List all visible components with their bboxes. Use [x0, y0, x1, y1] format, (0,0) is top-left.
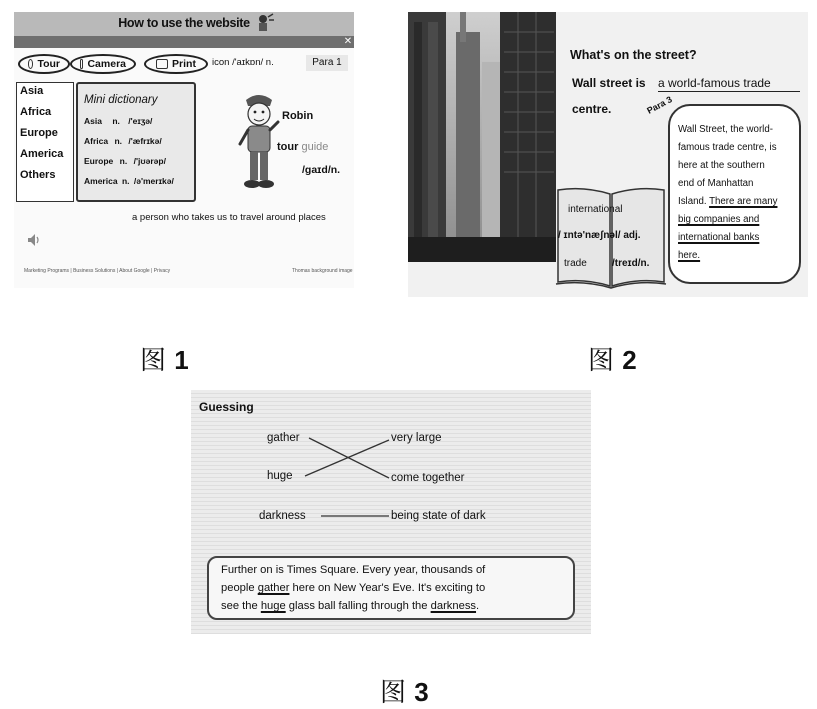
menu-item-asia[interactable]: Asia [20, 85, 44, 97]
bubble-line: here. [678, 250, 701, 261]
figure-1-website-screenshot [14, 12, 354, 288]
footer-links: Marketing Programs | Business Solutions | About Google | Privacy [24, 268, 171, 274]
centre-word: centre. [572, 102, 612, 116]
mini-dictionary-panel [76, 82, 196, 202]
printer-icon [156, 59, 168, 69]
left-word-huge: huge [267, 470, 293, 482]
figure-3-caption: 图 3 [380, 677, 429, 708]
close-icon[interactable]: ✕ [343, 36, 353, 47]
blank-answer: a world-famous trade [658, 76, 800, 92]
footer-credit: Thomas background image [292, 268, 353, 274]
guide-figure-icon [254, 13, 276, 35]
text-bubble [668, 104, 801, 284]
passage-line: Further on is Times Square. Every year, thousands of [221, 564, 486, 576]
question-heading: What's on the street? [570, 48, 697, 62]
bubble-line: Wall Street, the world- [678, 124, 773, 135]
tour-guide-word: tour guide [277, 141, 329, 153]
figure-3-guessing-slide [191, 390, 591, 634]
guide-phonetic: /gaɪd/n. [302, 164, 341, 176]
bubble-line: here at the southern [678, 160, 765, 171]
menu-item-others[interactable]: Others [20, 169, 56, 181]
right-word-being-state-of-dark: being state of dark [391, 510, 486, 522]
bubble-line: international banks [678, 232, 760, 243]
bubble-line: famous trade centre, is [678, 142, 777, 153]
right-word-very-large: very large [391, 432, 442, 444]
nav-stripe [14, 36, 354, 48]
speaker-icon[interactable] [26, 232, 42, 248]
para-label: Para 1 [306, 55, 348, 71]
book-phonetic-international: / ɪntə'næʃnəl/ adj. [558, 230, 641, 241]
wall-street-photo [408, 12, 556, 262]
definition-text: a person who takes us to travel around places [132, 212, 326, 223]
dictionary-entry: America n. /ə'merɪkə/ [84, 176, 174, 186]
passage-line: see the huge glass ball falling through the darkness. [221, 600, 480, 612]
figure-2-wall-street-slide [408, 12, 808, 297]
camera-icon [80, 59, 83, 69]
right-word-come-together: come together [391, 472, 465, 484]
book-phonetic-trade: /treɪd/n. [612, 258, 650, 269]
continent-menu [16, 82, 74, 202]
print-button[interactable]: Print [144, 54, 208, 74]
menu-item-europe[interactable]: Europe [20, 127, 58, 139]
figure-1-caption: 图 1 [140, 345, 189, 376]
dictionary-entry: Asia n. /'eɪʒə/ [84, 116, 153, 126]
menu-item-america[interactable]: America [20, 148, 64, 160]
magnifier-icon [28, 59, 33, 69]
dictionary-entry: Africa n. /'æfrɪkə/ [84, 136, 162, 146]
bubble-line: big companies and [678, 214, 760, 225]
camera-button[interactable]: Camera [70, 54, 136, 74]
left-word-darkness: darkness [259, 510, 306, 522]
dictionary-entry: Europe n. /'jʊərəp/ [84, 156, 166, 166]
mini-dictionary-title: Mini dictionary [84, 94, 158, 106]
book-word-trade: trade [564, 258, 587, 269]
left-word-gather: gather [267, 432, 300, 444]
para-label: Para 3 [645, 94, 674, 116]
bubble-line: end of Manhattan [678, 178, 754, 189]
robin-cartoon-icon [236, 90, 282, 192]
wall-street-prompt: Wall street is [572, 76, 646, 90]
passage-box [207, 556, 575, 620]
tour-button[interactable]: Tour [18, 54, 70, 74]
book-word-international: international [568, 204, 623, 215]
menu-item-africa[interactable]: Africa [20, 106, 52, 118]
passage-line: people gather here on New Year's Eve. It's exciting to [221, 582, 486, 594]
website-title: How to use the website [118, 16, 250, 30]
guessing-title: Guessing [199, 400, 254, 414]
figure-2-caption: 图 2 [588, 345, 637, 376]
character-name: Robin [282, 110, 314, 122]
icon-phonetic: icon /'aɪkɒn/ n. [212, 57, 274, 68]
bubble-line: Island. There are many [678, 196, 778, 207]
